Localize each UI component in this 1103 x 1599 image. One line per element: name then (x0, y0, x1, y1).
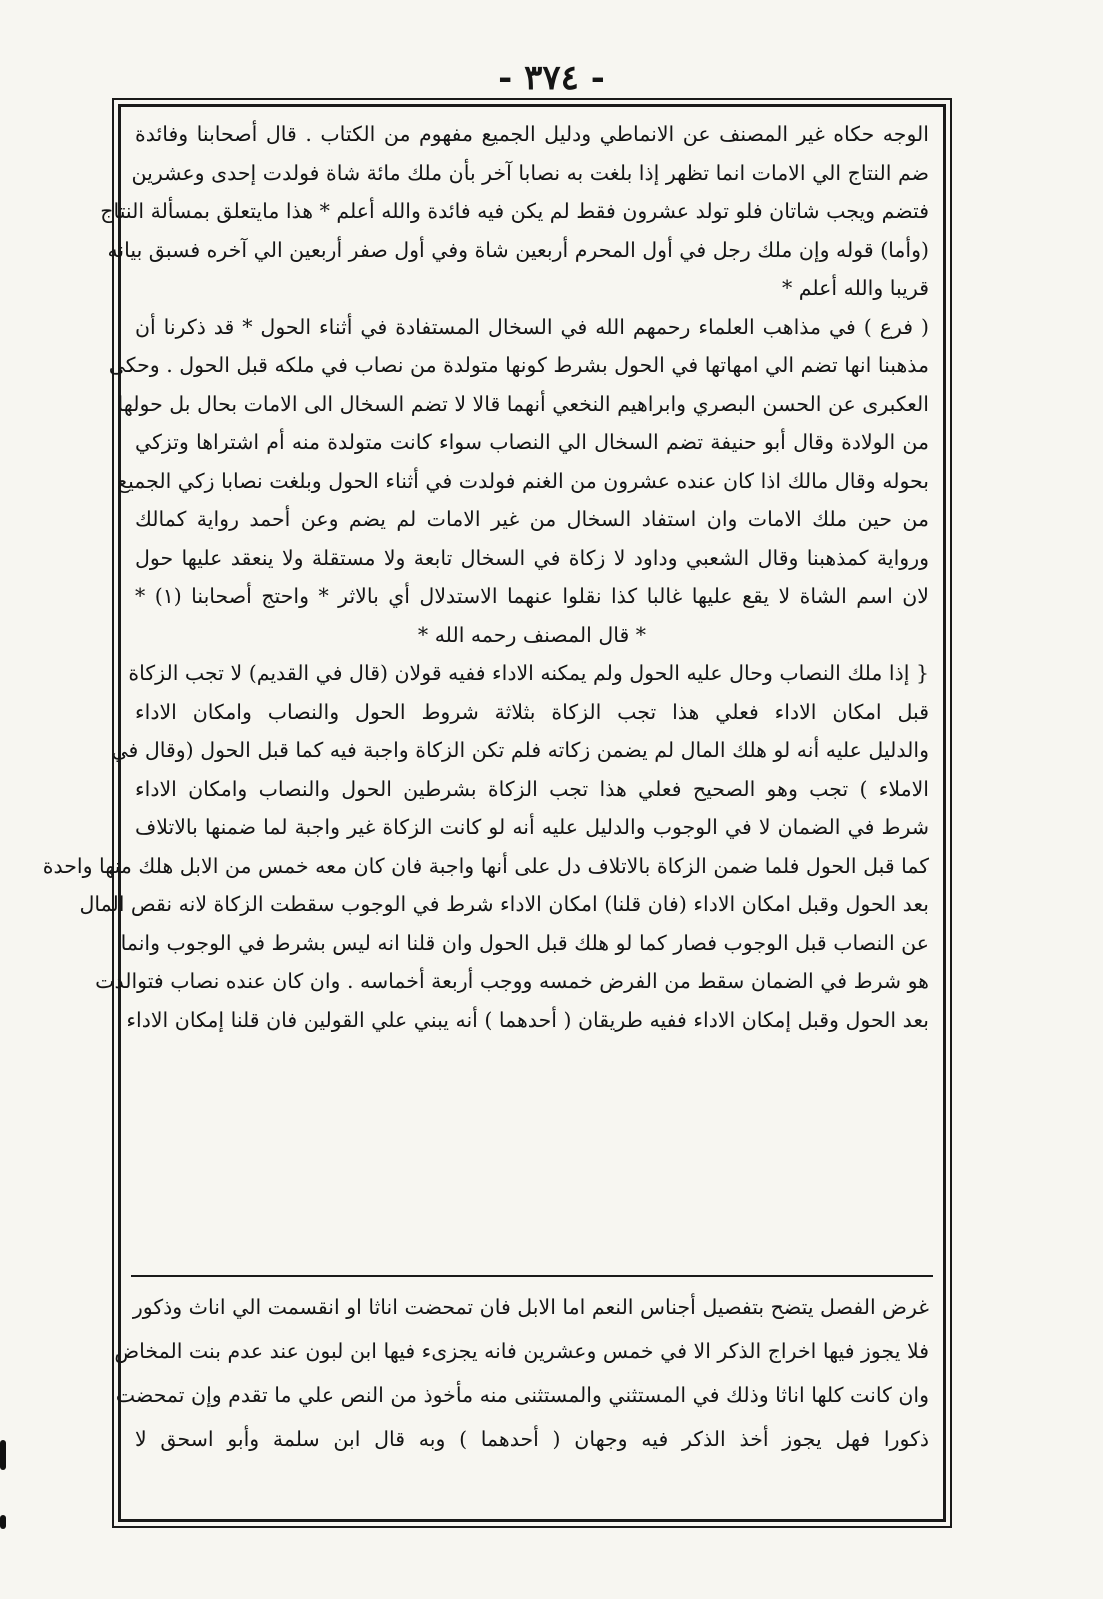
text-line: بحوله وقال مالك اذا كان عنده عشرون من الغنم فولدت في أثناء الحول وبلغت نصابا زكي الجميع (117, 468, 929, 493)
footnote-divider (131, 1275, 933, 1277)
text-line: كما قبل الحول فلما ضمن الزكاة بالاتلاف دل على أنها واجبة فان كان معه خمس من الابل هلك منها واحدة (42, 853, 929, 878)
scan-edge-mark (0, 1515, 6, 1529)
text-line: بعد الحول وقبل إمكان الاداء ففيه طريقان ( أحدهما ) أنه يبني علي القولين فان قلنا إمكان الاداء (126, 1007, 929, 1032)
text-line: قبل امكان الاداء فعلي هذا تجب الزكاة بثلاثة شروط الحول والنصاب وامكان الاداء (135, 699, 929, 724)
text-line: فتضم ويجب شاتان فلو تولد عشرون فقط لم يكن فيه فائدة والله أعلم * هذا مايتعلق بمسألة النتاج (100, 199, 929, 223)
text-line: هو شرط في الضمان سقط من الفرض خمسه ووجب أربعة أخماسه . وان كان عنده نصاب فتوالدت (95, 969, 929, 993)
text-line: والدليل عليه أنه لو هلك المال لم يضمن زكاته فلم تكن الزكاة واجبة فيه كما قبل الحول (وقال في (111, 738, 929, 762)
text-line: (وأما) قوله وإن ملك رجل في أول المحرم أربعين شاة وفي أول صفر أربعين الي آخره فسبق بيانه (107, 237, 929, 262)
text-line: لان اسم الشاة لا يقع عليها غالبا كذا نقلوا عنهما الاستدلال أي بالاثر * واحتج أصحابنا (١) * (135, 584, 929, 608)
section-heading: * قال المصنف رحمه الله * (417, 622, 647, 647)
text-line: بعد الحول وقبل امكان الاداء (فان قلنا) امكان الاداء شرط في الوجوب سقطت الزكاة لانه نقص المال (79, 892, 929, 916)
footnote-line: وان كانت كلها اناثا وذلك في المستثني والمستثنى منه مأخوذ من النص علي ما تقدم وإن تمحضت (115, 1383, 929, 1407)
text-line: عن النصاب قبل الوجوب فصار كما لو هلك قبل الحول وان قلنا انه ليس بشرط في الوجوب وانما (120, 930, 929, 955)
text-line: ورواية كمذهبنا وقال الشعبي وداود لا زكاة في السخال تابعة ولا مستقلة ولا ينعقد عليها حول (135, 545, 929, 570)
footnote-line: غرض الفصل يتضح بتفصيل أجناس النعم اما الابل فان تمحضت اناثا او انقسمت الي اناث وذكور (132, 1295, 929, 1319)
text-line: ( فرع ) في مذاهب العلماء رحمهم الله في السخال المستفادة في أثناء الحول * قد ذكرنا أن (135, 314, 929, 339)
text-line: الوجه حكاه غير المصنف عن الانماطي ودليل الجميع مفهوم من الكتاب . قال أصحابنا وفائدة (135, 122, 929, 146)
text-line: مذهبنا انها تضم الي امهاتها في الحول بشرط كونها متولدة من نصاب في ملكه قبل الحول . وحكى (108, 353, 929, 377)
text-line: ضم النتاج الي الامات انما تظهر إذا بلغت به نصابا آخر بأن ملك مائة شاة فولدت إحدى وعشرين (131, 160, 929, 185)
text-line: من الولادة وقال أبو حنيفة تضم السخال الي النصاب سواء كانت متولدة منه أم اشتراها وتزكي (135, 430, 929, 454)
text-frame (42, 104, 946, 1522)
text-line: { إذا ملك النصاب وحال عليه الحول ولم يمكنه الاداء ففيه قولان (قال في القديم) لا تجب الزكاة (128, 661, 929, 685)
scan-edge-mark (0, 1440, 6, 1470)
text-line: قريبا والله أعلم * (781, 276, 929, 300)
footnote (114, 1285, 929, 1505)
text-line: شرط في الضمان لا في الوجوب والدليل عليه أنه لو كانت الزكاة غير واجبة لما ضمنها بالاتلاف (135, 815, 929, 839)
text-line: الاملاء ) تجب وهو الصحيح فعلي هذا تجب الزكاة بشرطين الحول والنصاب وامكان الاداء (135, 776, 929, 801)
text-line: العكبرى عن الحسن البصري وابراهيم النخعي أنهما قالا لا تضم السخال الى الامات بحال بل حولها (117, 391, 929, 416)
page-number: - ٣٧٤ - (498, 58, 605, 98)
text-line: من حين ملك الامات وان استفاد السخال من غير الامات لم يضم وعن أحمد رواية كمالك (135, 507, 929, 531)
footnote-line: ذكورا فهل يجوز أخذ الذكر فيه وجهان ( أحدهما ) وبه قال ابن سلمة وأبو اسحق لا (135, 1427, 929, 1451)
footnote-line: فلا يجوز فيها اخراج الذكر الا في خمس وعشرين فانه يجزىء فيها ابن لبون عند عدم بنت المخاض (114, 1339, 929, 1363)
main-text (42, 115, 929, 1283)
